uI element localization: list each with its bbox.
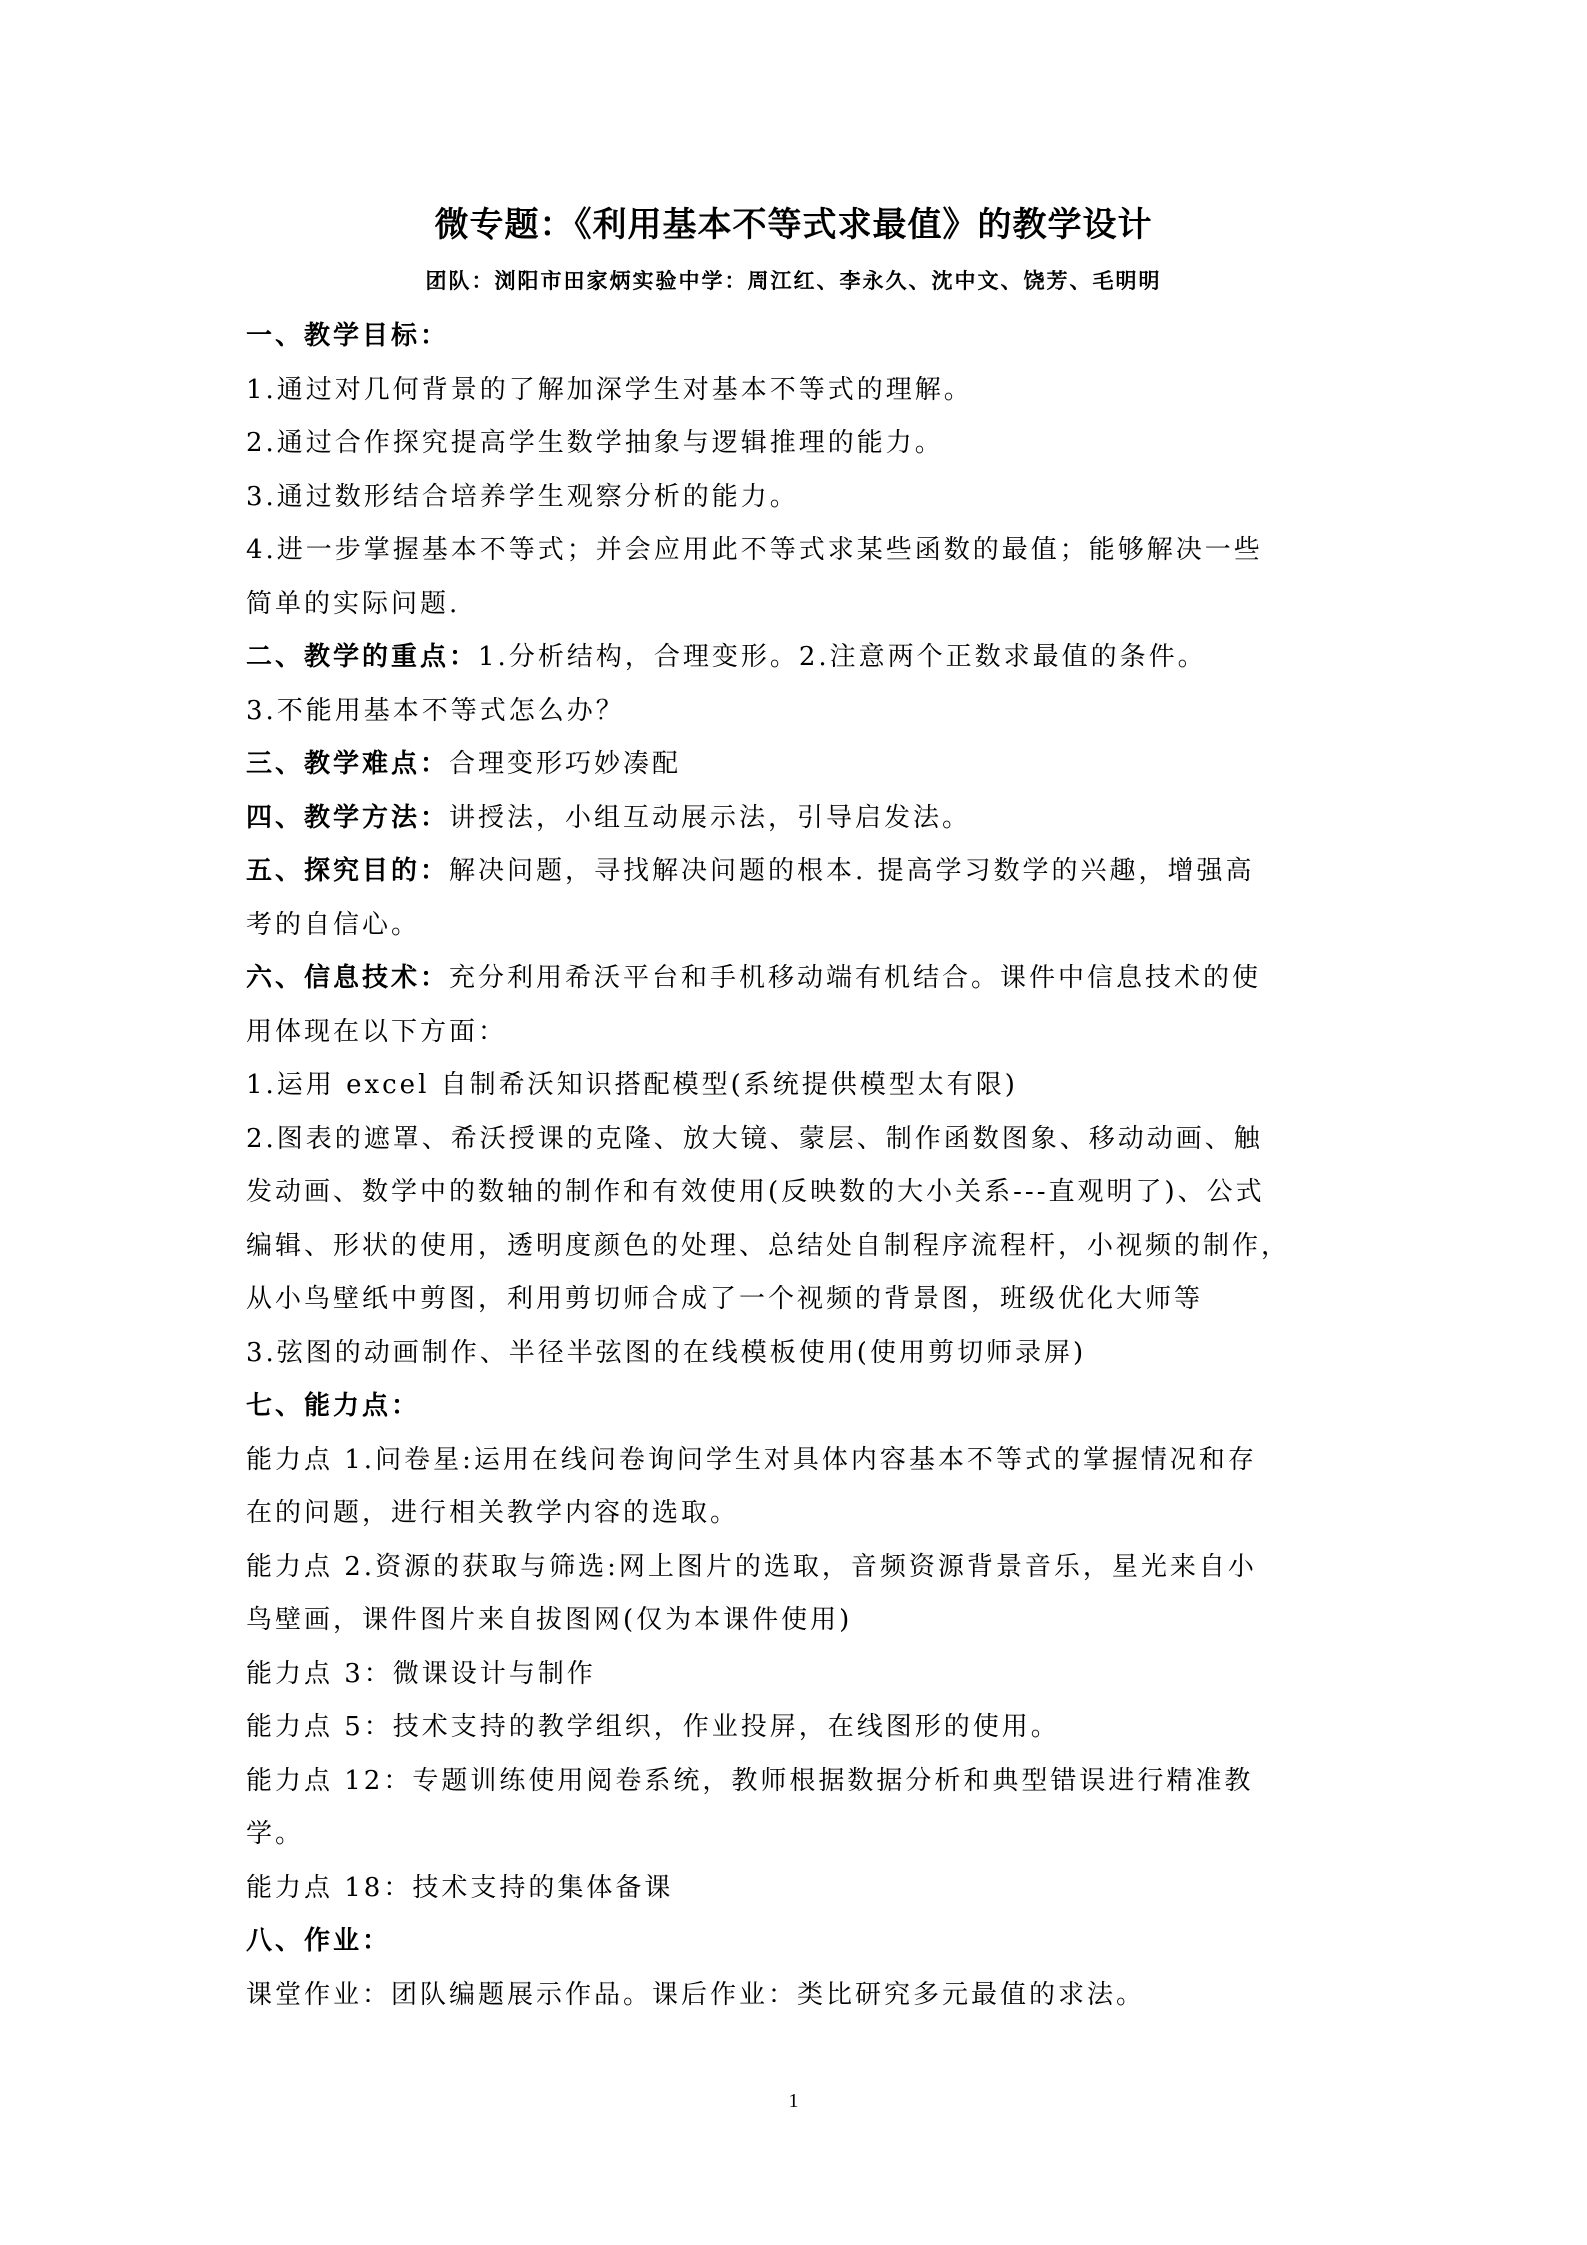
ability-item: 能力点 12：专题训练使用阅卷系统，教师根据数据分析和典型错误进行精准教 [246,1765,1254,1796]
ability-item-cont: 在的问题，进行相关教学内容的选取。 [246,1498,740,1528]
it-item: 3.弦图的动画制作、半径半弦图的在线模板使用(使用剪切师录屏) [246,1337,1087,1368]
ability-item-cont: 鸟壁画，课件图片来自拔图网(仅为本课件使用) [246,1605,853,1635]
it-item: 1.运用 excel 自制希沃知识搭配模型(系统提供模型太有限) [246,1070,1018,1100]
ability-item: 能力点 5：技术支持的教学组织，作业投屏，在线图形的使用。 [246,1712,1060,1742]
homework-text: 课堂作业：团队编题展示作品。课后作业：类比研究多元最值的求法。 [246,1979,1146,2010]
it-item-cont: 从小鸟壁纸中剪图，利用剪切师合成了一个视频的背景图，班级优化大师等 [246,1284,1204,1314]
key-point-item: 3.不能用基本不等式怎么办？ [246,695,625,726]
it-item-cont: 编辑、形状的使用，透明度颜色的处理、总结处自制程序流程杆，小视频的制作， [246,1230,1291,1261]
section-purpose: 五、探究目的：解决问题，寻找解决问题的根本. 提高学习数学的兴趣，增强高 [246,856,1255,886]
it-item: 2.图表的遮罩、希沃授课的克隆、放大镜、蒙层、制作函数图象、移动动画、触 [246,1123,1263,1154]
goal-item: 2.通过合作探究提高学生数学抽象与逻辑推理的能力。 [246,428,944,458]
section-abilities: 七、能力点： [246,1391,421,1421]
section-purpose-cont: 考的自信心。 [246,909,421,940]
it-item-cont: 发动画、数学中的数轴的制作和有效使用(反映数的大小关系---直观明了)、公式 [246,1177,1265,1207]
section-heading-goals: 一、教学目标： [246,321,450,351]
goal-item: 3.通过数形结合培养学生观察分析的能力。 [246,481,799,512]
goal-item: 4.进一步掌握基本不等式；并会应用此不等式求某些函数的最值；能够解决一些 [246,535,1263,565]
goal-item: 1.通过对几何背景的了解加深学生对基本不等式的理解。 [246,374,973,405]
document-title: 微专题：《利用基本不等式求最值》的教学设计 [434,205,1153,245]
section-it-cont: 用体现在以下方面： [246,1016,508,1047]
document-body [246,310,1346,2022]
section-difficulty: 三、教学难点：合理变形巧妙凑配 [246,749,682,779]
section-it: 六、信息技术：充分利用希沃平台和手机移动端有机结合。课件中信息技术的使 [246,963,1262,993]
ability-item: 能力点 2.资源的获取与筛选:网上图片的选取，音频资源背景音乐，星光来自小 [246,1551,1257,1582]
page-number: 1 [788,2090,799,2112]
ability-item: 能力点 3：微课设计与制作 [246,1658,596,1689]
section-homework: 八、作业： [246,1926,392,1956]
team-line: 团队：浏阳市田家炳实验中学：周江红、李永久、沈中文、饶芳、毛明明 [425,268,1162,293]
ability-item-cont: 学。 [246,1819,305,1849]
ability-item: 能力点 1.问卷星:运用在线问卷询问学生对具体内容基本不等式的掌握情况和存 [246,1444,1257,1475]
ability-item: 能力点 18：技术支持的集体备课 [246,1872,674,1903]
goal-item-cont: 简单的实际问题. [246,588,461,619]
section-key-points: 二、教学的重点：1.分析结构，合理变形。2.注意两个正数求最值的条件。 [246,642,1207,672]
section-methods: 四、教学方法：讲授法，小组互动展示法，引导启发法。 [246,802,972,833]
